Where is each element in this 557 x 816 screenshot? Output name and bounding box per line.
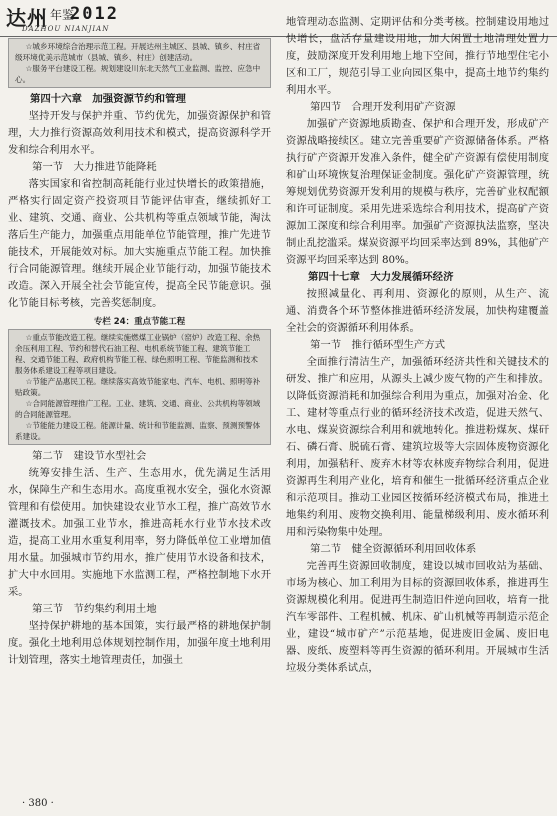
box-item: ☆服务平台建设工程。规划建设川东北天然气工业监测、监控、应急中心。 <box>15 64 261 84</box>
section-2-heading: 第二节 建设节水型社会 <box>32 450 147 462</box>
yearbook-label: 年鉴 <box>50 8 75 22</box>
box-item: ☆重点节能改造工程。继续实施燃煤工业锅炉（窑炉）改造工程、余热余压利用工程、节约和替代石油工程、电机系统节能工程、建筑节能工程、交通节能工程、政府机构节能工程、绿色照明工程、节能监测和技术服务体系建设工程等项目建设。 <box>15 333 261 375</box>
section-3-text: 坚持保护耕地的基本国策，实行最严格的耕地保护制度。强化土地利用总体规划控制作用，加强年度土地利用计划管理，落实土地管理责任，加强土 <box>8 620 271 666</box>
section-r2-heading: 第二节 健全资源循环利用回收体系 <box>310 543 477 555</box>
chapter-46-intro: 坚持开发与保护并重、节约优先，加强资源保护和管理，大力推行资源高效利用技术和模式，提高资源科学开发和综合利用水平。 <box>8 110 271 156</box>
right-column <box>286 14 549 677</box>
chapter-47-heading: 第四十七章 大力发展循环经济 <box>308 271 454 283</box>
box-item: ☆合同能源管理推广工程。工业、建筑、交通、商业、公共机构等领域的合同能源管理。 <box>15 399 261 419</box>
left-column <box>8 38 271 669</box>
yearbook-subtitle: DAZHOU NIANJIAN <box>22 25 110 33</box>
box-item: ☆节能产品惠民工程。继续落实高效节能家电、汽车、电机、照明等补贴政策。 <box>15 377 261 397</box>
section-4-heading: 第四节 合理开发利用矿产资源 <box>310 101 456 113</box>
section-r1-text: 全面推行清洁生产，加强循环经济共性和关键技术的研发、推广和应用，从源头上减少废气物的产生和排放。以降低资源消耗和加强综合利用为重点，加强对冶金、化工、建材等重点行业的循环经济技术改造，促进天然气、水电、煤炭资源综合利用和就地转化。推进粉煤灰、煤矸石、磷石膏、脱硫石膏、建筑垃圾等大宗固体废物资源化利用，加强秸秆、废弃木材等农林废弃物综合利用，促进资源再生利用产业化，培育和催生一批循环经济重点企业和示范项目。推动工业园区按循环经济模式布局，推进土地集约利用、废物交换利用、能量梯级利用、废水循环利用和污染物集中处理。 <box>286 356 549 538</box>
column-24-heading: 专栏 24：重点节能工程 <box>93 317 186 327</box>
section-r1-heading: 第一节 推行循环型生产方式 <box>310 339 446 351</box>
section-4-text: 加强矿产资源地质勘查、保护和合理开发，形成矿产资源战略接续区。建立完善重要矿产资源储备体系。严格执行矿产资源开发准入条件，健全矿产资源有偿使用制度和矿山环境恢复治理保证金制度。强化矿产资源管理，统筹规划优势资源开发利用的规模与秩序，完善矿业权配额和许可证制度。采用先进采选综合利用技术，提高矿产资源加工深度和综合利用率。加强矿产资源执法监察，坚决制止乱挖滥采。煤炭资源平均回采率达到 89%，其他矿产资源平均回采率达到 80%。 <box>286 118 549 266</box>
yearbook-brand: 达州 <box>6 6 48 30</box>
section-1-text: 落实国家和省控制高耗能行业过快增长的政策措施，严格实行固定资产投资项目节能评估审查，继续抓好工业、建筑、交通、商业、公共机构等重点领域节能，淘汰落后生产能力，加强重点用能单位节能管理，推广先进节能技术，开展能效对标。加大实施重点节能工程。加快推行合同能源管理。继续开展企业节能行动，加强节能技术改造。深入开展全社会节能宣传，提高全民节能意识。强化节能目标考核，完善奖惩制度。 <box>8 178 271 309</box>
yearbook-year: 2012 <box>70 4 119 24</box>
chapter-47-intro: 按照减量化、再利用、资源化的原则，从生产、流通、消费各个环节整体推进循环经济发展，加快构建覆盖全社会的资源循环利用体系。 <box>286 288 549 334</box>
page-number: · 380 · <box>22 798 54 809</box>
section-2-text: 统筹安排生活、生产、生态用水，优先满足生活用水，保障生产和生态用水。高度重视水安全，强化水资源管理和有偿使用。加快建设农业节水工程，推广高效节水灌溉技术。加强工业节水，推进高耗水行业节水技术改造，提高工业用水重复利用率，努力降低单位工业增加值用水量。加强城市节约用水，推广使用节水设备和技术，扩大中水回用。实施地下水监测工程，严格控制地下水开采。 <box>8 467 271 598</box>
box-item: ☆城乡环境综合治理示范工程。开展达州主城区、县城、镇乡、村庄省级环境优美示范城市（县城、镇乡、村庄）创建活动。 <box>15 42 261 62</box>
section-3-continued: 地管理动态监测、定期评估和分类考核。控制建设用地过快增长，盘活存量建设用地，加大闲置土地清理处置力度，鼓励深度开发利用地上地下空间，推行节地型住宅小区和工厂，规范引导工业向园区集中，提高土地节约集约利用水平。 <box>286 16 549 96</box>
chapter-46-heading: 第四十六章 加强资源节约和管理 <box>30 93 186 105</box>
top-info-box <box>8 38 271 88</box>
column-24-box <box>8 329 271 445</box>
section-1-heading: 第一节 大力推进节能降耗 <box>32 161 157 173</box>
box-item: ☆节能能力建设工程。能源计量、统计和节能监测、监察、预测预警体系建设。 <box>15 421 261 441</box>
section-3-heading: 第三节 节约集约利用土地 <box>32 603 157 615</box>
section-r2-text: 完善再生资源回收制度，建设以城市回收站为基础、市场为核心、加工利用为目标的资源回收体系，推进再生资源规模化利用。促进再生制造旧件逆向回收，培育一批汽车零部件、工程机械、机床、矿山机械等再制造示范企业，建设“城市矿产”示范基地，促进废旧金属、废旧电器、废纸、废塑料等再生资源的循环利用。开展城市生活垃圾分类体系试点， <box>286 560 549 674</box>
